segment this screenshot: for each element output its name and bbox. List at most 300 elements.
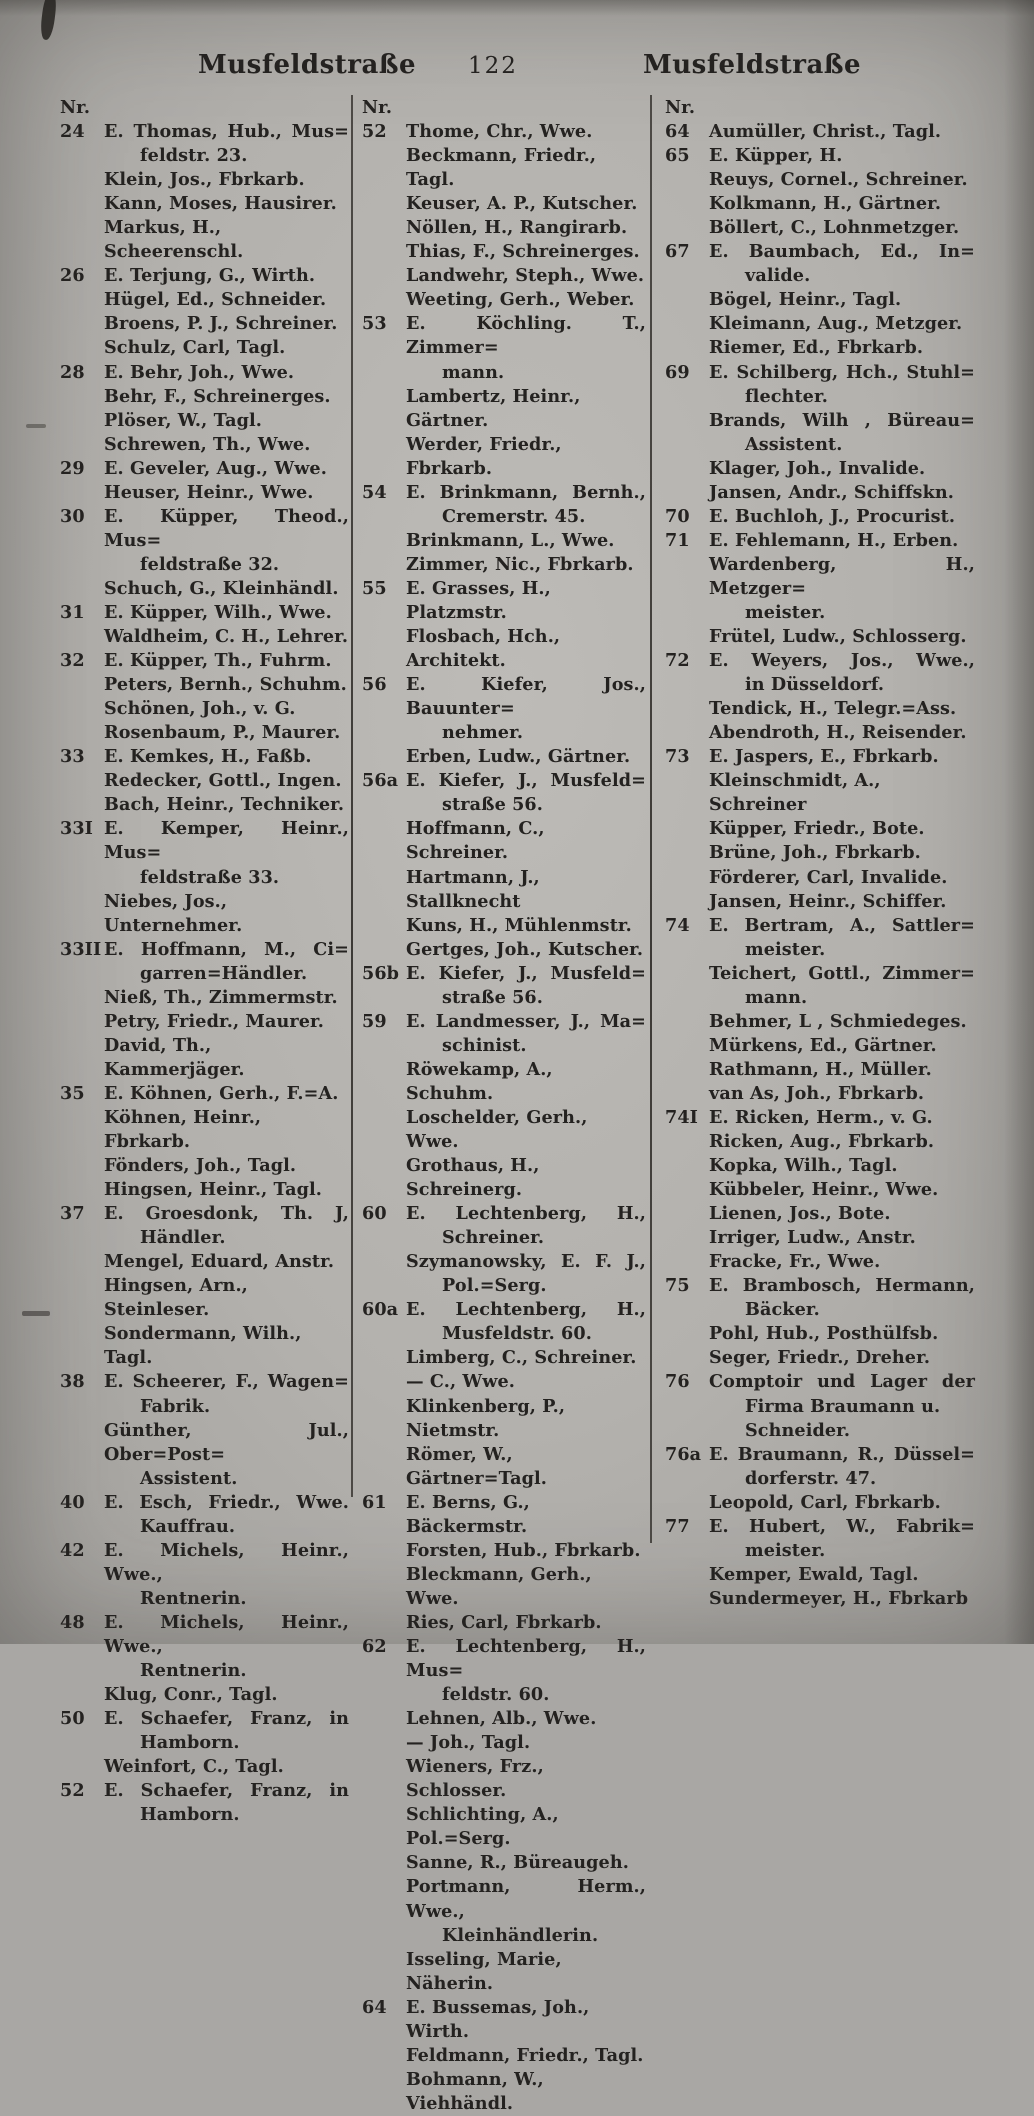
entry-text: Händler. [140,1227,226,1249]
entry-line [665,361,975,385]
entry-text: Behr, F., Schreinerges. [104,385,331,407]
resident-line [665,1130,975,1154]
entry-text: Röwekamp, A., Schuhm. [406,1058,553,1104]
entry-line [665,1443,975,1467]
entry-line [362,120,646,144]
continuation-line [60,553,349,577]
entry-text: Schrewen, Th., Wwe. [104,433,311,455]
house-number: 67 [665,241,690,263]
entry-line [362,1635,646,1683]
entry-text: Ries, Carl, Fbrkarb. [406,1611,602,1633]
entry-text: straße 56. [442,986,543,1008]
entry-text: Jansen, Andr., Schiffskn. [709,481,954,503]
continuation-line [60,962,349,986]
resident-line [362,1563,646,1611]
entry-text: Tendick, H., Telegr.=Ass. [709,698,957,720]
entry-text: Bögel, Heinr., Tagl. [709,289,902,311]
entry-line [362,1010,646,1034]
entry-text: Nöllen, H., Rangirarb. [406,217,628,239]
entry-line [60,1370,349,1394]
resident-line [362,1539,646,1563]
entry-text: Kleinhändlerin. [442,1924,599,1946]
entry-text: straße 56. [442,794,543,816]
entry-text: Hartmann, J., Stallknecht [406,866,540,912]
entry-text: E. Hubert, W., Fabrik= [709,1515,975,1537]
entry-line [60,1539,349,1587]
resident-line [362,1611,646,1635]
continuation-line [60,1467,349,1491]
resident-line [665,1587,975,1611]
resident-line [60,312,349,336]
entry-text: Schlichting, A., Pol.=Serg. [406,1804,559,1850]
entry-text: Böllert, C., Lohnmetzger. [709,217,960,239]
house-number: 71 [665,529,690,551]
entry-text: E. Küpper, H. [709,145,843,167]
entry-line [665,144,975,168]
entry-text: Rathmann, H., Müller. [709,1058,932,1080]
entry-text: E. Brinkmann, Bernh., [406,481,646,503]
resident-line [665,769,975,817]
entry-text: E. Scheerer, F., Wagen= [104,1371,349,1393]
entry-line [665,529,975,553]
nr-label-text: Nr. [665,97,696,118]
house-number: 61 [362,1491,387,1513]
entry-text: Markus, H., Scheerenschl. [104,217,244,263]
resident-line [665,890,975,914]
resident-line [665,1322,975,1346]
entry-text: Heuser, Heinr., Wwe. [104,481,314,503]
resident-line [665,216,975,240]
entry-line [60,1082,349,1106]
resident-line [362,914,646,938]
entry-text: Reuys, Cornel., Schreiner. [709,169,968,191]
entry-text: Riemer, Ed., Fbrkarb. [709,337,924,359]
entry-text: Beckmann, Friedr., Tagl. [406,145,597,191]
house-number: 65 [665,145,690,167]
entry-line [60,1707,349,1731]
house-number: 50 [60,1708,85,1730]
entry-text: E. Michels, Heinr., Wwe., [104,1539,349,1585]
resident-line [60,986,349,1010]
entry-text: dorferstr. 47. [745,1467,877,1489]
resident-line [665,962,975,986]
house-number: 26 [60,265,85,287]
entry-text: Brüne, Joh., Fbrkarb. [709,842,921,864]
entry-line [60,457,349,481]
entry-text: Klager, Joh., Invalide. [709,457,926,479]
entry-text: Klein, Jos., Fbrkarb. [104,169,305,191]
resident-line [665,697,975,721]
entry-text: Schuch, G., Kleinhändl. [104,577,339,599]
entry-text: Thome, Chr., Wwe. [406,121,593,143]
entry-text: in Düsseldorf. [745,674,885,696]
resident-line [362,1370,646,1394]
entry-text: Sundermeyer, H., Fbrkarb [709,1587,969,1609]
resident-line [60,1154,349,1178]
street-name-header-right: Musfeldstraße [643,50,862,80]
entry-text: Gertges, Joh., Kutscher. [406,938,644,960]
resident-line [60,1178,349,1202]
resident-line [362,553,646,577]
entry-text: — Joh., Tagl. [406,1732,531,1754]
entry-line [665,505,975,529]
entry-line [665,120,975,144]
scan-artifact [22,1311,50,1316]
entry-text: Fabrik. [140,1395,211,1417]
resident-line [60,697,349,721]
entry-text: Sanne, R., Büreaugeh. [406,1852,629,1874]
entry-text: Portmann, Herm., Wwe., [406,1876,646,1922]
entry-text: E. Küpper, Wilh., Wwe. [104,601,332,623]
resident-line [362,1154,646,1202]
resident-line [60,336,349,360]
entry-text: Zimmer, Nic., Fbrkarb. [406,553,634,575]
entry-text: E. Lechtenberg, H., Mus= [406,1636,646,1682]
continuation-line [665,673,975,697]
entry-text: Lehnen, Alb., Wwe. [406,1708,597,1730]
entry-text: E. Berns, G., Bäckermstr. [406,1491,530,1537]
resident-line [362,1346,646,1370]
entry-text: Weeting, Gerh., Weber. [406,289,635,311]
resident-line [362,745,646,769]
entry-text: Cremerstr. 45. [442,505,586,527]
entry-text: Landwehr, Steph., Wwe. [406,265,645,287]
entry-text: Grothaus, H., Schreinerg. [406,1155,540,1201]
house-number: 64 [665,121,690,143]
resident-line [665,1178,975,1202]
resident-line [665,168,975,192]
resident-line [362,216,646,240]
entry-text: Bohmann, W., Viehhändl. [406,2068,544,2114]
entry-text: mann. [442,361,505,383]
entry-text: Schneider. [745,1419,851,1441]
resident-line [60,1755,349,1779]
directory-column-2 [362,96,646,2116]
entry-line [362,1996,646,2044]
entry-line [665,1106,975,1130]
entry-text: E. Kiefer, J., Musfeld= [406,770,646,792]
continuation-line [665,264,975,288]
entry-text: Petry, Friedr., Maurer. [104,1010,325,1032]
resident-line [60,721,349,745]
entry-text: E. Kiefer, Jos., Bauunter= [406,674,646,720]
entry-text: Kopka, Wilh., Tagl. [709,1155,898,1177]
scan-edge-shadow-top [0,0,1034,16]
resident-line [362,866,646,914]
house-number: 55 [362,577,387,599]
entry-text: Jansen, Heinr., Schiffer. [709,890,947,912]
house-number: 35 [60,1082,85,1104]
resident-line [60,192,349,216]
resident-line [665,1034,975,1058]
entry-text: feldstraße 33. [140,866,280,888]
entry-line [60,745,349,769]
entry-line [362,673,646,721]
entry-text: Keuser, A. P., Kutscher. [406,193,638,215]
resident-line [665,409,975,433]
entry-text: Plöser, W., Tagl. [104,409,262,431]
house-number: 42 [60,1539,85,1561]
entry-text: Kleinschmidt, A., Schreiner [709,770,881,816]
house-number: 77 [665,1515,690,1537]
house-number: 53 [362,313,387,335]
entry-line [362,1491,646,1539]
entry-text: feldstr. 23. [140,145,248,167]
house-number: 30 [60,505,85,527]
entry-line [60,264,349,288]
resident-line [60,1250,349,1274]
entry-text: Hingsen, Arn., Steinleser. [104,1275,248,1321]
entry-text: Kann, Moses, Hausirer. [104,193,337,215]
continuation-line [60,866,349,890]
entry-text: — C., Wwe. [406,1371,516,1393]
entry-text: Pol.=Serg. [442,1275,547,1297]
resident-line [362,1755,646,1803]
continuation-line [665,1395,975,1419]
house-number: 56a [362,770,399,792]
entry-text: Musfeldstr. 60. [442,1323,592,1345]
entry-text: Broens, P. J., Schreiner. [104,313,338,335]
entry-text: Ricken, Aug., Fbrkarb. [709,1131,935,1153]
continuation-line [60,1587,349,1611]
entry-text: Küpper, Friedr., Bote. [709,818,925,840]
entry-text: Bleckmann, Gerh., Wwe. [406,1563,592,1609]
entry-text: Förderer, Carl, Invalide. [709,866,948,888]
continuation-line [60,1515,349,1539]
resident-line [362,1875,646,1923]
entry-text: Günther, Jul., Ober=Post= [104,1419,349,1465]
entry-text: Forsten, Hub., Fbrkarb. [406,1539,641,1561]
entry-text: E. Köhnen, Gerh., F.=A. [104,1082,339,1104]
continuation-line [362,1322,646,1346]
resident-line [665,866,975,890]
resident-line [665,1346,975,1370]
entry-text: Hügel, Ed., Schneider. [104,289,327,311]
entry-text: Niebes, Jos., Unternehmer. [104,890,243,936]
resident-line [362,1250,646,1274]
resident-line [665,1491,975,1515]
house-number: 74I [665,1106,699,1128]
entry-text: E. Geveler, Aug., Wwe. [104,457,327,479]
continuation-line [362,1924,646,1948]
resident-line [665,1226,975,1250]
entry-text: Wardenberg, H., Metzger= [709,553,975,599]
entry-line [362,769,646,793]
entry-text: Lienen, Jos., Bote. [709,1203,891,1225]
resident-line [362,1948,646,1996]
entry-text: E. Grasses, H., Platzmstr. [406,577,551,623]
nr-label-text: Nr. [60,97,91,118]
entry-text: Seger, Friedr., Dreher. [709,1347,931,1369]
entry-text: Assistent. [140,1467,238,1489]
entry-text: Lambertz, Heinr., Gärtner. [406,385,581,431]
entry-text: E. Baumbach, Ed., In= [709,241,975,263]
house-number: 69 [665,361,690,383]
continuation-line [60,1659,349,1683]
resident-line [60,385,349,409]
house-number: 33II [60,938,102,960]
entry-text: flechter. [745,385,828,407]
resident-line [362,938,646,962]
entry-text: garren=Händler. [140,962,308,984]
entry-text: Bach, Heinr., Techniker. [104,794,345,816]
continuation-line [362,986,646,1010]
entry-text: Erben, Ludw., Gärtner. [406,746,631,768]
resident-line [665,625,975,649]
resident-line [665,336,975,360]
entry-text: Irriger, Ludw., Anstr. [709,1227,916,1249]
entry-text: Kübbeler, Heinr., Wwe. [709,1179,939,1201]
entry-text: Nieß, Th., Zimmermstr. [104,986,338,1008]
entry-line [60,1202,349,1226]
column-number-label [362,96,646,120]
entry-text: E. Braumann, R., Düssel= [709,1443,975,1465]
entry-text: E. Schilberg, Hch., Stuhl= [709,361,975,383]
resident-line [362,1707,646,1731]
entry-text: Redecker, Gottl., Ingen. [104,770,342,792]
entry-text: Kemper, Ewald, Tagl. [709,1563,919,1585]
entry-line [362,312,646,360]
entry-text: Rentnerin. [140,1587,247,1609]
entry-line [362,1298,646,1322]
entry-line [60,1611,349,1659]
entry-line [665,1515,975,1539]
entry-text: feldstraße 32. [140,553,280,575]
entry-text: Römer, W., Gärtner=Tagl. [406,1443,548,1489]
directory-column-3 [665,96,975,2116]
entry-text: Mürkens, Ed., Gärtner. [709,1034,937,1056]
resident-line [362,144,646,192]
continuation-line [665,1298,975,1322]
entry-line [60,649,349,673]
resident-line [362,1443,646,1491]
entry-text: Feldmann, Friedr., Tagl. [406,2044,644,2066]
resident-line [60,673,349,697]
resident-line [60,1010,349,1034]
resident-line [362,385,646,433]
resident-line [665,288,975,312]
entry-text: Pohl, Hub., Posthülfsb. [709,1323,939,1345]
continuation-line [362,793,646,817]
house-number: 24 [60,121,85,143]
house-number: 32 [60,650,85,672]
continuation-line [60,1395,349,1419]
entry-text: E. Jaspers, E., Fbrkarb. [709,746,939,768]
house-number: 29 [60,457,85,479]
house-number: 33 [60,746,85,768]
house-number: 52 [362,121,387,143]
house-number: 52 [60,1780,85,1802]
page-number: 122 [468,53,518,79]
entry-line [60,1491,349,1515]
entry-text: Schulz, Carl, Tagl. [104,337,286,359]
entry-text: Comptoir und Lager der [709,1371,975,1393]
entry-text: E. Landmesser, J., Ma= [406,1010,646,1032]
entry-text: Kleimann, Aug., Metzger. [709,313,963,335]
entry-text: Sondermann, Wilh., Tagl. [104,1323,302,1369]
continuation-line [665,385,975,409]
resident-line [60,890,349,938]
entry-line [665,745,975,769]
resident-line [665,1082,975,1106]
entry-text: Peters, Bernh., Schuhm. [104,674,347,696]
continuation-line [362,1226,646,1250]
continuation-line [362,1683,646,1707]
entry-text: Loschelder, Gerh., Wwe. [406,1106,588,1153]
house-number: 62 [362,1636,387,1657]
directory-columns [60,96,975,2116]
resident-line [60,409,349,433]
resident-line [60,1419,349,1467]
entry-text: E. Köchling. T., Zimmer= [406,313,646,359]
entry-text: Assistent. [745,433,843,455]
house-number: 33I [60,818,94,840]
entry-text: E. Michels, Heinr., Wwe., [104,1611,349,1657]
entry-text: E. Behr, Joh., Wwe. [104,361,295,383]
resident-line [60,1322,349,1370]
entry-text: E. Weyers, Jos., Wwe., [709,650,975,672]
entry-text: Rentnerin. [140,1660,247,1682]
entry-line [60,817,349,865]
entry-text: E. Thomas, Hub., Mus= [104,121,349,143]
entry-text: E. Küpper, Theod., Mus= [104,505,349,551]
continuation-line [665,938,975,962]
entry-text: Köhnen, Heinr., Fbrkarb. [104,1106,262,1153]
entry-text: Schreiner. [442,1227,545,1249]
continuation-line [665,433,975,457]
house-number: 31 [60,601,85,623]
entry-text: valide. [745,265,811,287]
entry-text: Weinfort, C., Tagl. [104,1756,284,1778]
house-number: 75 [665,1275,690,1297]
resident-line [362,240,646,264]
entry-text: Thias, F., Schreinerges. [406,241,640,263]
house-number: 64 [362,1996,387,2018]
entry-text: Klug, Conr., Tagl. [104,1684,278,1706]
entry-text: Frütel, Ludw., Schlosserg. [709,626,967,648]
house-number: 60 [362,1203,387,1225]
entry-text: Limberg, C., Schreiner. [406,1347,637,1369]
resident-line [60,625,349,649]
resident-line [665,841,975,865]
entry-text: Leopold, Carl, Fbrkarb. [709,1491,941,1513]
continuation-line [362,1274,646,1298]
continuation-line [665,1539,975,1563]
entry-text: Schönen, Joh., v. G. [104,698,296,720]
entry-text: E. Kiefer, J., Musfeld= [406,962,646,984]
entry-text: E. Fehlemann, H., Erben. [709,529,959,551]
continuation-line [60,1803,349,1827]
column-number-label [665,96,975,120]
continuation-line [665,1467,975,1491]
resident-line [665,312,975,336]
resident-line [60,216,349,264]
resident-line [362,1803,646,1851]
house-number: 40 [60,1491,85,1513]
resident-line [60,793,349,817]
house-number: 56b [362,962,400,984]
entry-text: Fönders, Joh., Tagl. [104,1155,297,1177]
continuation-line [60,1226,349,1250]
resident-line [665,1202,975,1226]
entry-text: E. Schaefer, Franz, in [104,1780,349,1802]
resident-line [665,817,975,841]
resident-line [665,1154,975,1178]
scan-artifact [26,424,46,428]
entry-line [665,240,975,264]
entry-text: Hamborn. [140,1732,240,1754]
resident-line [60,577,349,601]
